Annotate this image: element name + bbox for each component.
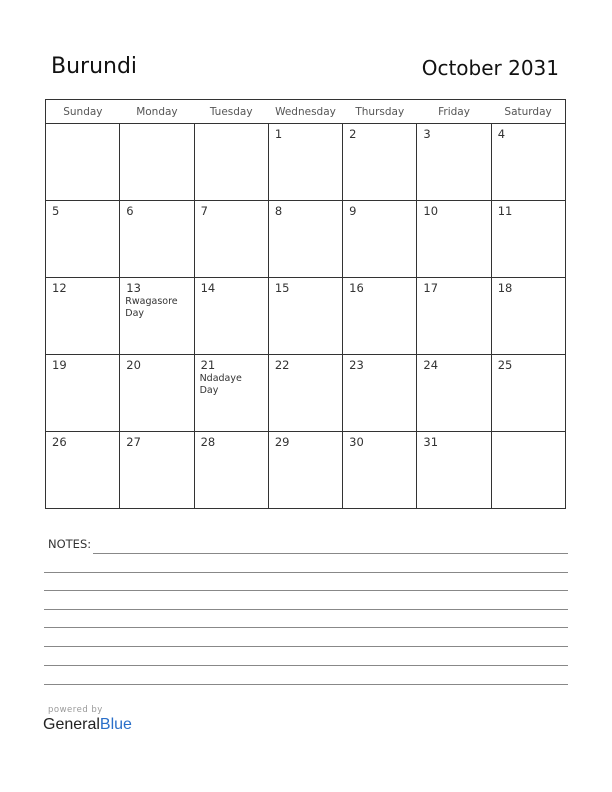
day-cell	[417, 355, 491, 432]
day-number: 10	[423, 204, 439, 218]
day-cell	[491, 124, 565, 201]
day-cell	[194, 432, 268, 509]
day-number: 1	[274, 127, 283, 141]
day-number: 13	[126, 281, 141, 295]
weekday-header: Saturday	[491, 100, 565, 124]
day-cell	[268, 278, 342, 355]
day-cell	[194, 355, 268, 432]
day-cell	[343, 278, 417, 355]
week-row	[46, 432, 566, 509]
day-number: 3	[423, 127, 431, 141]
day-number: 14	[200, 281, 216, 295]
day-cell	[268, 201, 342, 278]
month-year-title: October 2031	[421, 56, 559, 80]
day-number: 9	[349, 204, 357, 218]
day-number: 28	[200, 435, 216, 449]
weekday-header: Monday	[120, 100, 194, 124]
calendar-grid	[45, 99, 566, 509]
day-cell	[268, 432, 342, 509]
note-line	[44, 665, 568, 666]
day-number: 5	[52, 204, 60, 218]
day-number: 7	[200, 204, 208, 218]
weekday-header: Thursday	[343, 100, 417, 124]
day-number: 16	[349, 281, 364, 295]
holiday-label: Rwagasore Day	[125, 296, 178, 319]
weekday-header: Friday	[417, 100, 491, 124]
note-line	[93, 553, 568, 554]
week-row	[46, 278, 566, 355]
day-cell	[46, 201, 120, 278]
day-number: 2	[349, 127, 357, 141]
note-line	[44, 590, 568, 591]
weekday-header: Sunday	[46, 100, 120, 124]
day-cell	[46, 432, 120, 509]
weekday-header: Tuesday	[194, 100, 268, 124]
day-number: 26	[52, 435, 67, 449]
note-line	[44, 572, 568, 573]
day-number: 21	[200, 358, 216, 372]
day-number: 19	[52, 358, 67, 372]
day-number: 30	[349, 435, 364, 449]
day-number: 25	[497, 358, 513, 372]
weekday-header: Wednesday	[268, 100, 342, 124]
day-number: 6	[126, 204, 134, 218]
day-cell	[194, 278, 268, 355]
week-row	[46, 124, 566, 201]
day-number: 12	[52, 281, 67, 295]
day-number: 23	[349, 358, 364, 372]
week-row	[46, 355, 566, 432]
day-cell	[417, 201, 491, 278]
day-cell	[46, 278, 120, 355]
day-cell	[120, 124, 194, 201]
day-cell	[268, 355, 342, 432]
day-cell	[343, 124, 417, 201]
day-number: 22	[274, 358, 290, 372]
day-cell	[46, 124, 120, 201]
day-cell	[417, 432, 491, 509]
note-line	[44, 609, 568, 610]
day-cell	[343, 201, 417, 278]
brand-blue: Blue	[99, 716, 132, 733]
day-number: 29	[274, 435, 290, 449]
day-number: 17	[423, 281, 439, 295]
day-number: 20	[126, 358, 141, 372]
day-cell	[491, 201, 565, 278]
day-cell	[194, 124, 268, 201]
notes-label: NOTES:	[48, 537, 92, 551]
day-cell	[120, 432, 194, 509]
country-title: Burundi	[51, 54, 138, 79]
day-cell	[46, 355, 120, 432]
note-line	[44, 627, 568, 628]
weekday-header-row	[46, 100, 566, 124]
day-cell	[120, 278, 194, 355]
day-number: 4	[497, 127, 506, 141]
day-number: 31	[423, 435, 439, 449]
week-row	[46, 201, 566, 278]
day-number: 8	[274, 204, 283, 218]
day-cell	[417, 278, 491, 355]
brand-logo	[43, 716, 132, 734]
day-cell	[491, 432, 565, 509]
day-cell	[343, 432, 417, 509]
day-cell	[343, 355, 417, 432]
note-line	[44, 684, 568, 685]
day-number: 11	[497, 204, 513, 218]
day-cell	[417, 124, 491, 201]
day-cell	[194, 201, 268, 278]
day-cell	[120, 201, 194, 278]
note-line	[44, 646, 568, 647]
day-cell	[120, 355, 194, 432]
day-number: 15	[274, 281, 290, 295]
day-number: 24	[423, 358, 439, 372]
powered-by-text: powered by	[48, 705, 103, 715]
day-cell	[491, 355, 565, 432]
day-number: 18	[497, 281, 513, 295]
day-cell	[268, 124, 342, 201]
brand-general: General	[43, 716, 100, 733]
day-cell	[491, 278, 565, 355]
holiday-label: Ndadaye Day	[199, 373, 242, 396]
day-number: 27	[126, 435, 141, 449]
